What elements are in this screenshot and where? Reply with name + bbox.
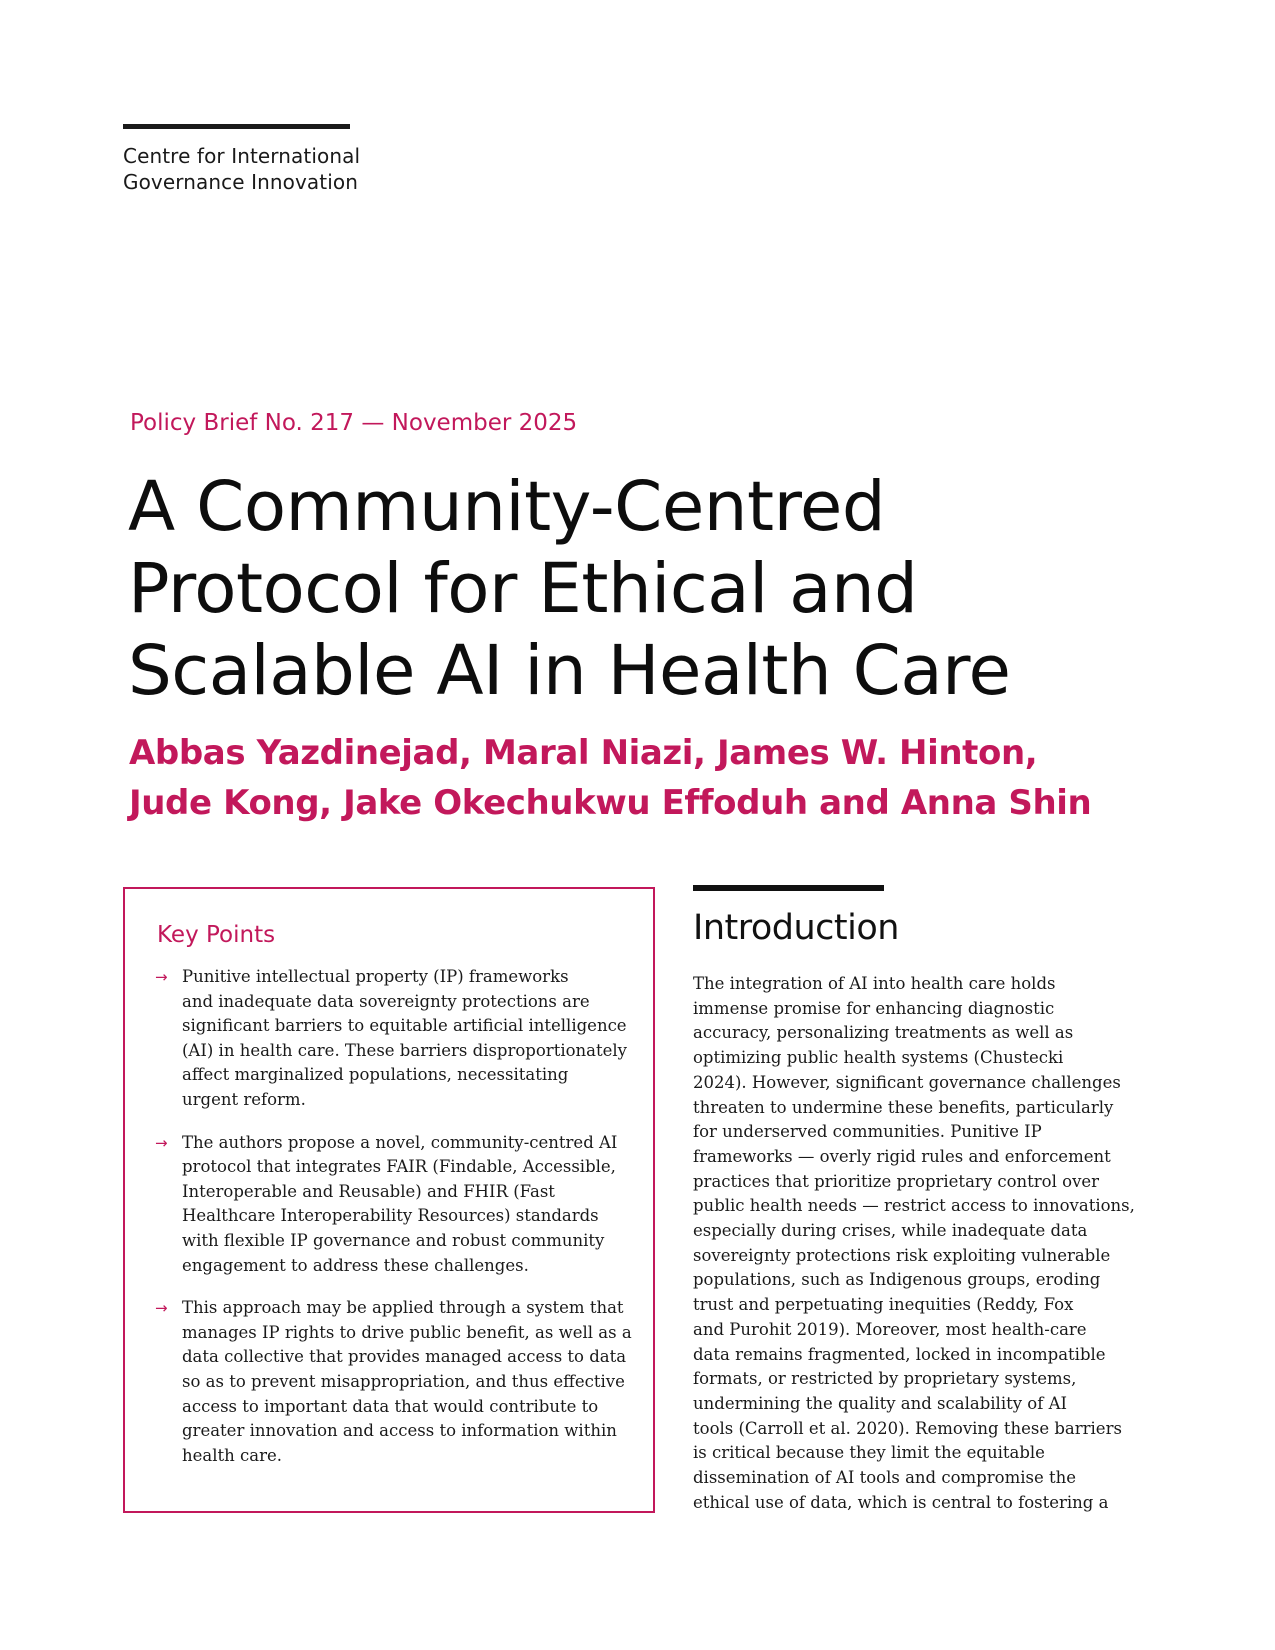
introduction-line: and Purohit 2019). Moreover, most health-care (693, 1319, 1087, 1339)
key-point-line: engagement to address these challenges. (182, 1255, 529, 1275)
organization-name-line-2: Governance Innovation (123, 170, 359, 194)
title-line-1: A Community-Centred (128, 467, 886, 547)
introduction-heading: Introduction (693, 908, 899, 948)
introduction-line: data remains fragmented, locked in incompatible (693, 1344, 1106, 1364)
organization-logo (123, 143, 423, 195)
key-point-text (182, 1296, 635, 1468)
key-point-line: (AI) in health care. These barriers disproportionately (182, 1040, 627, 1060)
introduction-line: populations, such as Indigenous groups, eroding (693, 1270, 1101, 1290)
authors-line-2: Jude Kong, Jake Okechukwu Effoduh and Anna Shin (129, 783, 1092, 823)
key-point-line: Punitive intellectual property (IP) frameworks (182, 967, 569, 986)
introduction-line: undermining the quality and scalability of AI (693, 1393, 1068, 1413)
key-point-line: health care. (182, 1445, 282, 1465)
page-title (128, 466, 1128, 712)
authors-line-1: Abbas Yazdinejad, Maral Niazi, James W. Hinton, (129, 733, 1038, 773)
introduction-line: for underserved communities. Punitive IP (693, 1122, 1042, 1142)
introduction-line: immense promise for enhancing diagnostic (693, 998, 1055, 1018)
introduction-body (693, 972, 1163, 1515)
introduction-line: trust and perpetuating inequities (Reddy, Fox (693, 1295, 1074, 1315)
key-points-box (123, 887, 655, 1513)
authors (129, 728, 1209, 828)
key-point-text (182, 965, 635, 1113)
introduction-line: tools (Carroll et al. 2020). Removing these barriers (693, 1418, 1122, 1438)
key-point-line: greater innovation and access to information within (182, 1421, 617, 1441)
introduction-line: 2024). However, significant governance challenges (693, 1072, 1121, 1092)
introduction-line: is critical because they limit the equitable (693, 1443, 1045, 1463)
arrow-right-icon: → (155, 1133, 168, 1152)
key-point-text (182, 1131, 635, 1279)
key-point-line: protocol that integrates FAIR (Findable, Accessible, (182, 1157, 616, 1177)
introduction-line: accuracy, personalizing treatments as well as (693, 1023, 1074, 1043)
introduction-rule (693, 885, 884, 891)
key-point-line: This approach may be applied through a system that (182, 1298, 624, 1318)
introduction-line: public health needs — restrict access to innovations, (693, 1196, 1135, 1216)
introduction-line: threaten to undermine these benefits, particularly (693, 1097, 1114, 1117)
key-point-item (155, 1296, 635, 1468)
key-point-item (155, 965, 635, 1113)
introduction-line: dissemination of AI tools and compromise the (693, 1468, 1076, 1488)
arrow-right-icon: → (155, 1299, 168, 1318)
key-point-line: affect marginalized populations, necessitating (182, 1065, 569, 1085)
introduction-line: ethical use of data, which is central to fostering a (693, 1492, 1109, 1512)
key-point-line: Healthcare Interoperability Resources) standards (182, 1206, 599, 1226)
introduction-line: frameworks — overly rigid rules and enforcement (693, 1146, 1111, 1166)
logo-rule (123, 124, 350, 129)
key-point-line: and inadequate data sovereignty protections are (182, 991, 590, 1011)
arrow-right-icon: → (155, 968, 168, 986)
key-point-line: Interoperable and Reusable) and FHIR (Fast (182, 1181, 555, 1201)
key-point-line: The authors propose a novel, community-centred AI (182, 1132, 618, 1152)
key-point-line: manages IP rights to drive public benefit, as well as a (182, 1322, 632, 1342)
introduction-line: The integration of AI into health care holds (693, 974, 1056, 993)
introduction-line: practices that prioritize proprietary control over (693, 1171, 1100, 1191)
introduction-line: optimizing public health systems (Chustecki (693, 1048, 1064, 1068)
key-point-line: urgent reform. (182, 1089, 306, 1109)
key-point-line: significant barriers to equitable artificial intelligence (182, 1016, 627, 1036)
key-point-line: access to important data that would contribute to (182, 1396, 599, 1416)
title-line-3: Scalable AI in Health Care (128, 631, 1011, 711)
key-point-line: with flexible IP governance and robust community (182, 1230, 605, 1250)
key-point-line: so as to prevent misappropriation, and thus effective (182, 1371, 625, 1391)
introduction-line: formats, or restricted by proprietary systems, (693, 1369, 1077, 1389)
series-line: Policy Brief No. 217 — November 2025 (130, 410, 578, 436)
introduction-line: sovereignty protections risk exploiting vulnerable (693, 1245, 1111, 1265)
key-point-line: data collective that provides managed access to data (182, 1347, 627, 1367)
introduction-line: especially during crises, while inadequate data (693, 1221, 1088, 1241)
key-points-list (155, 965, 635, 1486)
key-point-item (155, 1131, 635, 1279)
key-points-heading: Key Points (157, 922, 276, 948)
title-line-2: Protocol for Ethical and (128, 549, 918, 629)
organization-name-line-1: Centre for International (123, 144, 361, 168)
